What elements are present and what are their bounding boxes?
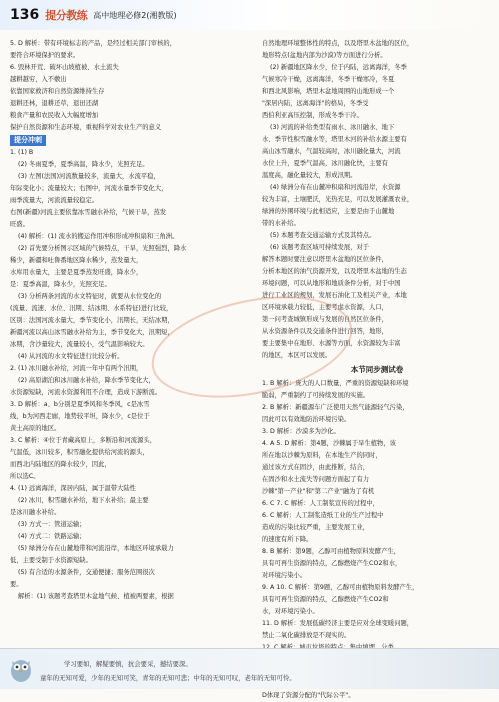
- text-line: 水，对环境污染小。: [262, 608, 319, 615]
- text-line: 区环境承载力较低，主要考虑水资源，人口，: [262, 304, 388, 311]
- text-line: 所在地以沙棘为原料，在本地生产的同时，: [262, 452, 382, 459]
- text-line: 的地区，本区可以发展。: [262, 352, 332, 359]
- text-line: 右图(新疆)河流主要依靠冰雪融水补给，气候干旱，蒸发: [10, 209, 167, 216]
- text-line: 是冰川融水补给。: [10, 509, 61, 516]
- text-line: 6. 毁林开荒、破坏山坡植被、水土流失: [10, 64, 119, 71]
- text-line: 越耕越穷，入不敷出: [10, 76, 67, 83]
- text-line: 雨季流量大，河流流量较稳定。: [10, 197, 99, 204]
- text-line: 区别：法国河流水量大，季节变化小，汛期长，无结冰期，: [10, 317, 174, 324]
- text-line: 通过该方式在固沙，由此推断，结合，: [262, 464, 370, 471]
- text-line: 要符合环境保护的要求。: [10, 52, 80, 59]
- text-line: 线，b为河西走廊，地势较平坦，降水少，c是位于: [10, 413, 150, 420]
- text-line: 解答本题时要注意以塔里木盆地的区位条件，: [262, 256, 388, 263]
- text-line: 而西北内陆地区的降水较少，因此，: [10, 461, 111, 468]
- text-line: 3. D 解析：沙漠多为沙化。: [262, 428, 340, 435]
- text-line: (3) 分析两条河流的水文特征时，就要从水位变化的: [18, 293, 162, 300]
- text-line: 9. A 10. C 解析：第9题，乙醇可由植物原料发酵产生，: [262, 584, 419, 591]
- left-top-block: [10, 38, 248, 134]
- text-line: 1. B 解析：庞大的人口数量，严重的资源短缺和环境: [262, 380, 409, 387]
- series-logo: 提分教练: [45, 9, 88, 22]
- text-line: "深居内陆，远离海洋"的格局，冬季受: [262, 100, 369, 107]
- book-title: 高中地理必修2(湘教版): [93, 10, 177, 20]
- text-line: 低，主要受制于水资源短缺。: [10, 557, 92, 564]
- text-line: 环境问题，可以从地形和地质条件分析，对于中国: [262, 280, 401, 287]
- text-line: 第一问考查城镇形成与发展的自然区位条件，: [262, 316, 388, 323]
- text-line: 所以选C。: [10, 473, 40, 480]
- text-line: 水库用水量大，主要是夏季蒸发旺盛，降水少，: [10, 269, 143, 276]
- text-line: 退耕还林，退耕还草，退田还湖: [10, 100, 99, 107]
- text-line: 地形特点(盆地内部为沙漠)等方面进行分析。: [262, 52, 387, 59]
- text-line: (6) 该题考查区域可持续发展，对于: [270, 244, 370, 251]
- text-line: 2. (1) 冰川融水补给，河流一年中有两个汛期，: [10, 365, 143, 372]
- text-line: 造成的污染比较严重，主要发展工业，: [262, 524, 370, 531]
- text-line: 具有可再生资源的特点，乙醇燃烧产生CO2和: [262, 596, 389, 603]
- text-line: 温度高，融化量较大，形成汛期。: [262, 172, 357, 179]
- text-line: 带的水补给。: [262, 220, 300, 227]
- text-line: 11. D 解析：发展低碳经济主要是应对全球变暖问题，: [262, 620, 414, 627]
- text-line: 依靠国家救济和自然资源维持生存: [10, 88, 105, 95]
- text-line: 分析本地区的油气资源开发，以及塔里木盆地的生态: [262, 268, 407, 275]
- text-line: 冰期，含沙量较大，流量较小，受气温影响较大。: [10, 341, 149, 348]
- text-line: 水资源短缺，河流水资源利用不合理，造成下游断流。: [10, 389, 162, 396]
- text-line: (2) 高原湖泊和冰川融水补给，降水季节变化大，: [18, 377, 155, 384]
- text-line: 和西北风影响，塔里木盆地周围的山地形成一个: [262, 88, 395, 95]
- page-footer: [0, 648, 499, 689]
- text-line: 高山冰雪融水，气温较高时，冰川融化量大，河流: [262, 148, 401, 155]
- text-line: (5) 有合适的水源条件，交通便捷；服务范围很次: [18, 569, 155, 576]
- text-line: 8. B 解析：第9题，乙醇可由植物原料发酵产生，: [262, 548, 400, 555]
- text-line: (3) 河流的补给类型有雨水、冰川融水、地下: [270, 124, 395, 131]
- text-line: 对环境污染小。: [262, 572, 307, 579]
- text-line: 2. B 解析：新疆源车广泛使用天然气能源轻气污染，: [262, 404, 409, 411]
- text-line: (5) 本题考查交通运输方式及其特点。: [270, 232, 376, 239]
- text-line: 在固沙和水土流失等问题方面起了有力: [262, 476, 370, 483]
- text-line: 黄土高原的地区。: [10, 425, 61, 432]
- section-title-tifen: 提分冲刺: [10, 135, 46, 146]
- text-line: 解析：(1) 该题考查塔里木盆地气候、植被两要素，根据: [18, 593, 174, 600]
- text-line: 1. (1) B: [10, 149, 34, 156]
- text-line: 3. D 解析：a、b分别是夏季风和冬季风，c是冰雪: [10, 401, 150, 408]
- text-line: 因此可以有效地防治环境污染。: [262, 416, 351, 423]
- text-line: 较为丰富，土壤肥沃，光热充足，可以发展灌溉农业，: [262, 196, 414, 203]
- text-line: (流量、流速、水位、汛期、结冰期、水系特征)进行比较，: [10, 305, 173, 312]
- text-line: (4) 解析：(1) 流水的搬运作用冲积形成冲积扇和三角洲。: [18, 233, 179, 240]
- text-line: (3) 左图(法国)河流数量较多，流量大，水流平稳，: [18, 173, 160, 180]
- text-line: 要。: [10, 581, 23, 588]
- text-line: 年际变化小；流量较大；右图中，河流水量季节变化大，: [10, 185, 168, 192]
- text-line: 要主要集中在地形、水源等方面，水资源较为丰富: [262, 340, 401, 347]
- text-line: (2) 首先要分析图示区域的气候特点，干旱，光照强烈，降水: [18, 245, 187, 252]
- page-number: 136: [10, 7, 40, 23]
- text-line: D体现了资源分配的"代际公平"。: [262, 692, 355, 699]
- text-line: (3) 方式一：管道运输；: [18, 521, 86, 528]
- text-line: (5) 绿洲分布在山麓地带和河流沿岸，本地区环境承载力: [18, 545, 174, 552]
- text-line: 气温低，冰川较多，积雪融化提供给河流的源头，: [10, 449, 149, 456]
- text-line: 的速度有所下降。: [262, 536, 313, 543]
- text-line: 是：夏季高温，降水少，光照充足。: [10, 281, 111, 288]
- section-title-sync-test: 本节同步测试卷: [350, 365, 404, 374]
- footer-quote-1: 学习要如，解疑要慎，抗会要采，撼结要深。: [64, 660, 192, 668]
- text-line: (4) 从河流的水文特征进行比较分析。: [18, 353, 124, 360]
- text-line: 从水资源条件以及交通条件进行回答，地形，: [262, 328, 388, 335]
- text-line: 绿洲的外围环境与此相适应，主要是由于山麓地: [262, 208, 395, 215]
- text-line: 自然地理环境整体性的特点，以及塔里木盆地的区位，: [262, 40, 414, 47]
- text-line: 水、季节性积雪融水等，塔里木河的补给水源主要有: [262, 136, 407, 143]
- text-line: 6. C 7. C 解析：人工制浆宣传的过程中，: [262, 500, 379, 507]
- text-line: 4. A 5. D 解析：第4题，沙棘属于旱生植物，该: [262, 440, 396, 447]
- text-line: 粮食产量和农民收入大幅度增加: [10, 112, 99, 119]
- text-line: (2) 冰川，积雪融水补给，地下水补给；最主要: [18, 497, 149, 504]
- text-line: (4) 方式二：铁路运输；: [18, 533, 86, 540]
- text-line: 西伯利亚高压控制，形成冬季干冷。: [262, 112, 363, 119]
- text-line: (2) 新疆地区降水少，位于内陆，远离海洋，冬季: [270, 64, 407, 71]
- text-line: 6. C 解析：人工制浆造纸工业的生产过程中: [262, 512, 384, 519]
- text-line: 旺盛。: [10, 221, 29, 228]
- owl-mascot-icon: [8, 653, 34, 683]
- text-line: 禁止二氧化碳排放是不现实的。: [262, 632, 351, 639]
- text-line: (2) 冬雨夏季，夏季高温，降水少，光照充足。: [18, 161, 149, 168]
- text-line: 5. D 解析：带有环境标志的产品，是经过相关部门审核的，: [10, 40, 176, 47]
- page-header: [0, 0, 499, 30]
- text-line: 3. C 解析：④位于青藏高原上，多断沿和河流源头，: [10, 437, 156, 444]
- footer-quote-2: 童年的无知可爱，少年的无知可笑，青年的无知可悲；中年的无知可叹，老年的无知可怜。: [40, 674, 296, 682]
- text-line: 具有可再生资源的特点，乙醇燃烧产生CO2和水，: [262, 560, 402, 567]
- text-line: 沙棘"第一产业"和"第二产业"融为了有机: [262, 488, 375, 495]
- text-line: 4. (1) 远离海洋，深居内陆，属于温带大陆性: [10, 485, 136, 492]
- text-line: 稀少，新疆和吐鲁番地区降水稀少，蒸发量大，: [10, 257, 143, 264]
- text-line: 水位上升，夏季气温高，冰川融化快，主要有: [262, 160, 388, 167]
- text-line: 保护自然资源和生态环境，重视科学对农业生产的意义: [10, 124, 162, 131]
- text-line: 脆弱，严重制约了可持续发展的实施。: [262, 392, 370, 399]
- text-line: 进行工业区的规划，发展石油化工及相关产业，本地: [262, 292, 407, 299]
- text-line: (4) 绿洲分布在山麓冲积扇和河流沿岸，水资源: [270, 184, 401, 191]
- text-line: 气候寒冷干燥，远离海洋，冬季干燥寒冷，冬夏: [262, 76, 395, 83]
- text-line: 新疆河流以高山冰雪融水补给为主，季节变化大，汛期短，: [10, 329, 174, 336]
